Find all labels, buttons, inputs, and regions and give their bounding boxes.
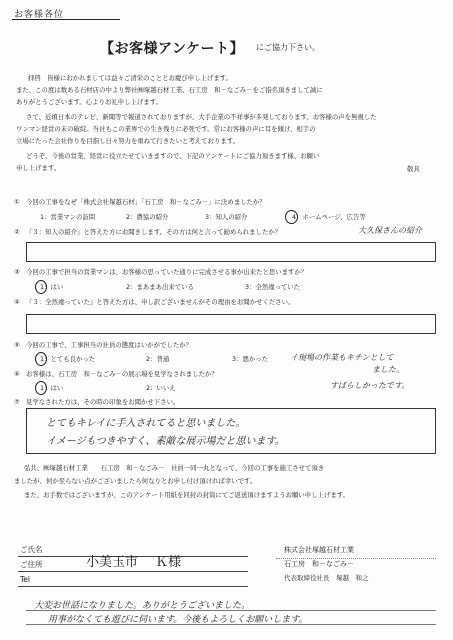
q2-question: 『３：知人の紹介』と答えた方にお聞きします。その方は何と言って勧められましたか？ bbox=[26, 228, 282, 236]
q6-question: お客様は、石工房 和－なごみ－の展示場を見学なされましたか？ bbox=[26, 370, 218, 378]
q6-side-note-line: イ現場の作業もキチンとして bbox=[290, 353, 394, 362]
q3-number: ③ bbox=[14, 268, 20, 276]
header-label: お客様各位 bbox=[14, 10, 65, 20]
q1-option-4[interactable]: 4：ホームページ、広告等 bbox=[292, 213, 366, 221]
q6-side-note-line: ました。 bbox=[372, 365, 404, 374]
handwritten-note-rule bbox=[26, 624, 436, 625]
q6-option-1[interactable]: 1：はい bbox=[40, 384, 64, 392]
page-title-suffix: にご協力下さい。 bbox=[256, 43, 320, 52]
intro-line: 立場にたった会社作りを目指し日々努力を重ねて行きたいと考えております。 bbox=[16, 137, 239, 145]
closing-line: ましたが、何か至らない点がございましたら何なりとお申し付け頂ければ幸いです。 bbox=[14, 477, 257, 485]
q6-option-2[interactable]: 2：いいえ bbox=[146, 384, 176, 392]
q3-option-2[interactable]: 2：まあまあ出来ている bbox=[126, 283, 194, 291]
intro-line: どうぞ、今後の営業、経営に役立たせていきますので、下記のアンケートにご協力頂きます様、お願い bbox=[26, 152, 320, 160]
q4-question: 『３：全然違っていた』と答えた方は、申し訳ございませんがその理由をお聞かせください。 bbox=[26, 298, 295, 306]
q3-question: 今回の工事で担当の営業マンは、お客様の思っていた通りに完成させる事が出来たと思いますか？ bbox=[26, 268, 308, 276]
company-representative: 代表取締役社長 塚越 和之 bbox=[284, 574, 369, 582]
q2-answer-box[interactable] bbox=[26, 242, 436, 262]
closing-line: 弘共、㈱塚越石材工業 石工房 和－なごみ－ 社員一同一丸となって、今回の工事を施工させて頂き bbox=[24, 464, 325, 472]
handwritten-note-line: 用事がなくても遊びに伺います。今後もよろしくお願いします。 bbox=[48, 615, 308, 625]
q1-number: ① bbox=[14, 198, 20, 206]
q1-selected-circle bbox=[285, 210, 298, 224]
q7-number: ⑦ bbox=[14, 398, 20, 406]
q5-option-1[interactable]: 1：とても良かった bbox=[40, 355, 96, 363]
q2-number: ② bbox=[14, 228, 20, 236]
q6-side-note-line: すばらしかったです。 bbox=[330, 381, 410, 390]
q5-selected-circle bbox=[35, 352, 47, 366]
intro-line: また、この度は数ある石材店の中より弊社㈱塚越石材工業、石工房 和－なごみ－をご指名頂きまして誠に bbox=[16, 86, 323, 94]
intro-line: さて、近頃日本のテレビ、新聞等で報道されておりますが、大手企業の不祥事が多発しております。お客様の声を無視した bbox=[26, 113, 377, 121]
intro-line: 拝啓 皆様におかれましては益々ご清栄のこととお慶び申し上げます。 bbox=[28, 74, 232, 82]
q4-number: ④ bbox=[14, 298, 20, 306]
q1-option-3[interactable]: 3：知人の紹介 bbox=[205, 213, 248, 221]
intro-line: ありがとうございます。心よりお礼申し上げます。 bbox=[16, 98, 162, 106]
q6-number: ⑥ bbox=[14, 370, 20, 378]
q5-question: 今回の工事で、工事担当の社員の態度はいかがでしたか？ bbox=[26, 341, 193, 349]
q7-handwritten-answer: イメージもつきやすく、素敵な展示場だと思います。 bbox=[46, 436, 285, 447]
address-underline bbox=[18, 571, 248, 572]
q7-handwritten-answer: とてもキレイに手入されてると思いました。 bbox=[46, 418, 246, 429]
customer-name-value: 小美玉市 Ｋ様 bbox=[86, 555, 182, 570]
company-divider bbox=[276, 558, 436, 559]
q3-option-3[interactable]: 3：全然違っていた bbox=[245, 283, 301, 291]
q1-option-2[interactable]: 2：農協の紹介 bbox=[126, 213, 169, 221]
intro-line: ワンマン経営の末の破綻。当社もこの業界での生き残りに必死です。常にお客様の声に耳を傾け、相手の bbox=[16, 125, 316, 133]
q7-question: 見学なされた方は、その時の印象をお聞かせ下さい。 bbox=[26, 398, 180, 406]
page-title: 【お客様アンケート】 bbox=[100, 41, 245, 57]
q5-option-3[interactable]: 3：悪かった bbox=[232, 355, 269, 363]
closing-line: また、お手数ではございますが、このアンケート用紙を同封の封筒にてご返送頂けますようお願い申し上げます。 bbox=[24, 491, 350, 499]
company-brand: 石工房 和－なごみ－ bbox=[284, 560, 354, 568]
header-underline bbox=[12, 19, 120, 20]
intro-line: 申し上げます。 bbox=[16, 164, 61, 172]
tel-underline bbox=[18, 586, 248, 587]
company-name: 株式会社塚越石材工業 bbox=[284, 546, 354, 554]
address-label: ご住所 bbox=[20, 560, 43, 569]
q3-selected-circle bbox=[35, 280, 47, 294]
q3-option-1[interactable]: 1：はい bbox=[40, 283, 64, 291]
q2-handwritten-answer: 大久保さんの紹介 bbox=[358, 226, 422, 235]
q1-question: 今回の工事をなぜ「株式会社塚越石材」「石工房 和－なごみ－」に決めましたか？ bbox=[26, 198, 266, 206]
q5-option-2[interactable]: 2：普通 bbox=[146, 355, 170, 363]
q6-selected-circle bbox=[35, 381, 47, 395]
q1-option-1[interactable]: 1：営業マンの訪問 bbox=[40, 213, 96, 221]
intro-closing: 敬具 bbox=[407, 165, 420, 173]
tel-label: Tel bbox=[20, 575, 31, 584]
handwritten-note-rule bbox=[26, 610, 436, 611]
q5-number: ⑤ bbox=[14, 341, 20, 349]
handwritten-note-line: 大変お世話になりました。ありがとうございました。 bbox=[34, 601, 251, 611]
name-label: ご氏名 bbox=[20, 545, 43, 554]
q4-answer-box[interactable] bbox=[26, 314, 436, 334]
